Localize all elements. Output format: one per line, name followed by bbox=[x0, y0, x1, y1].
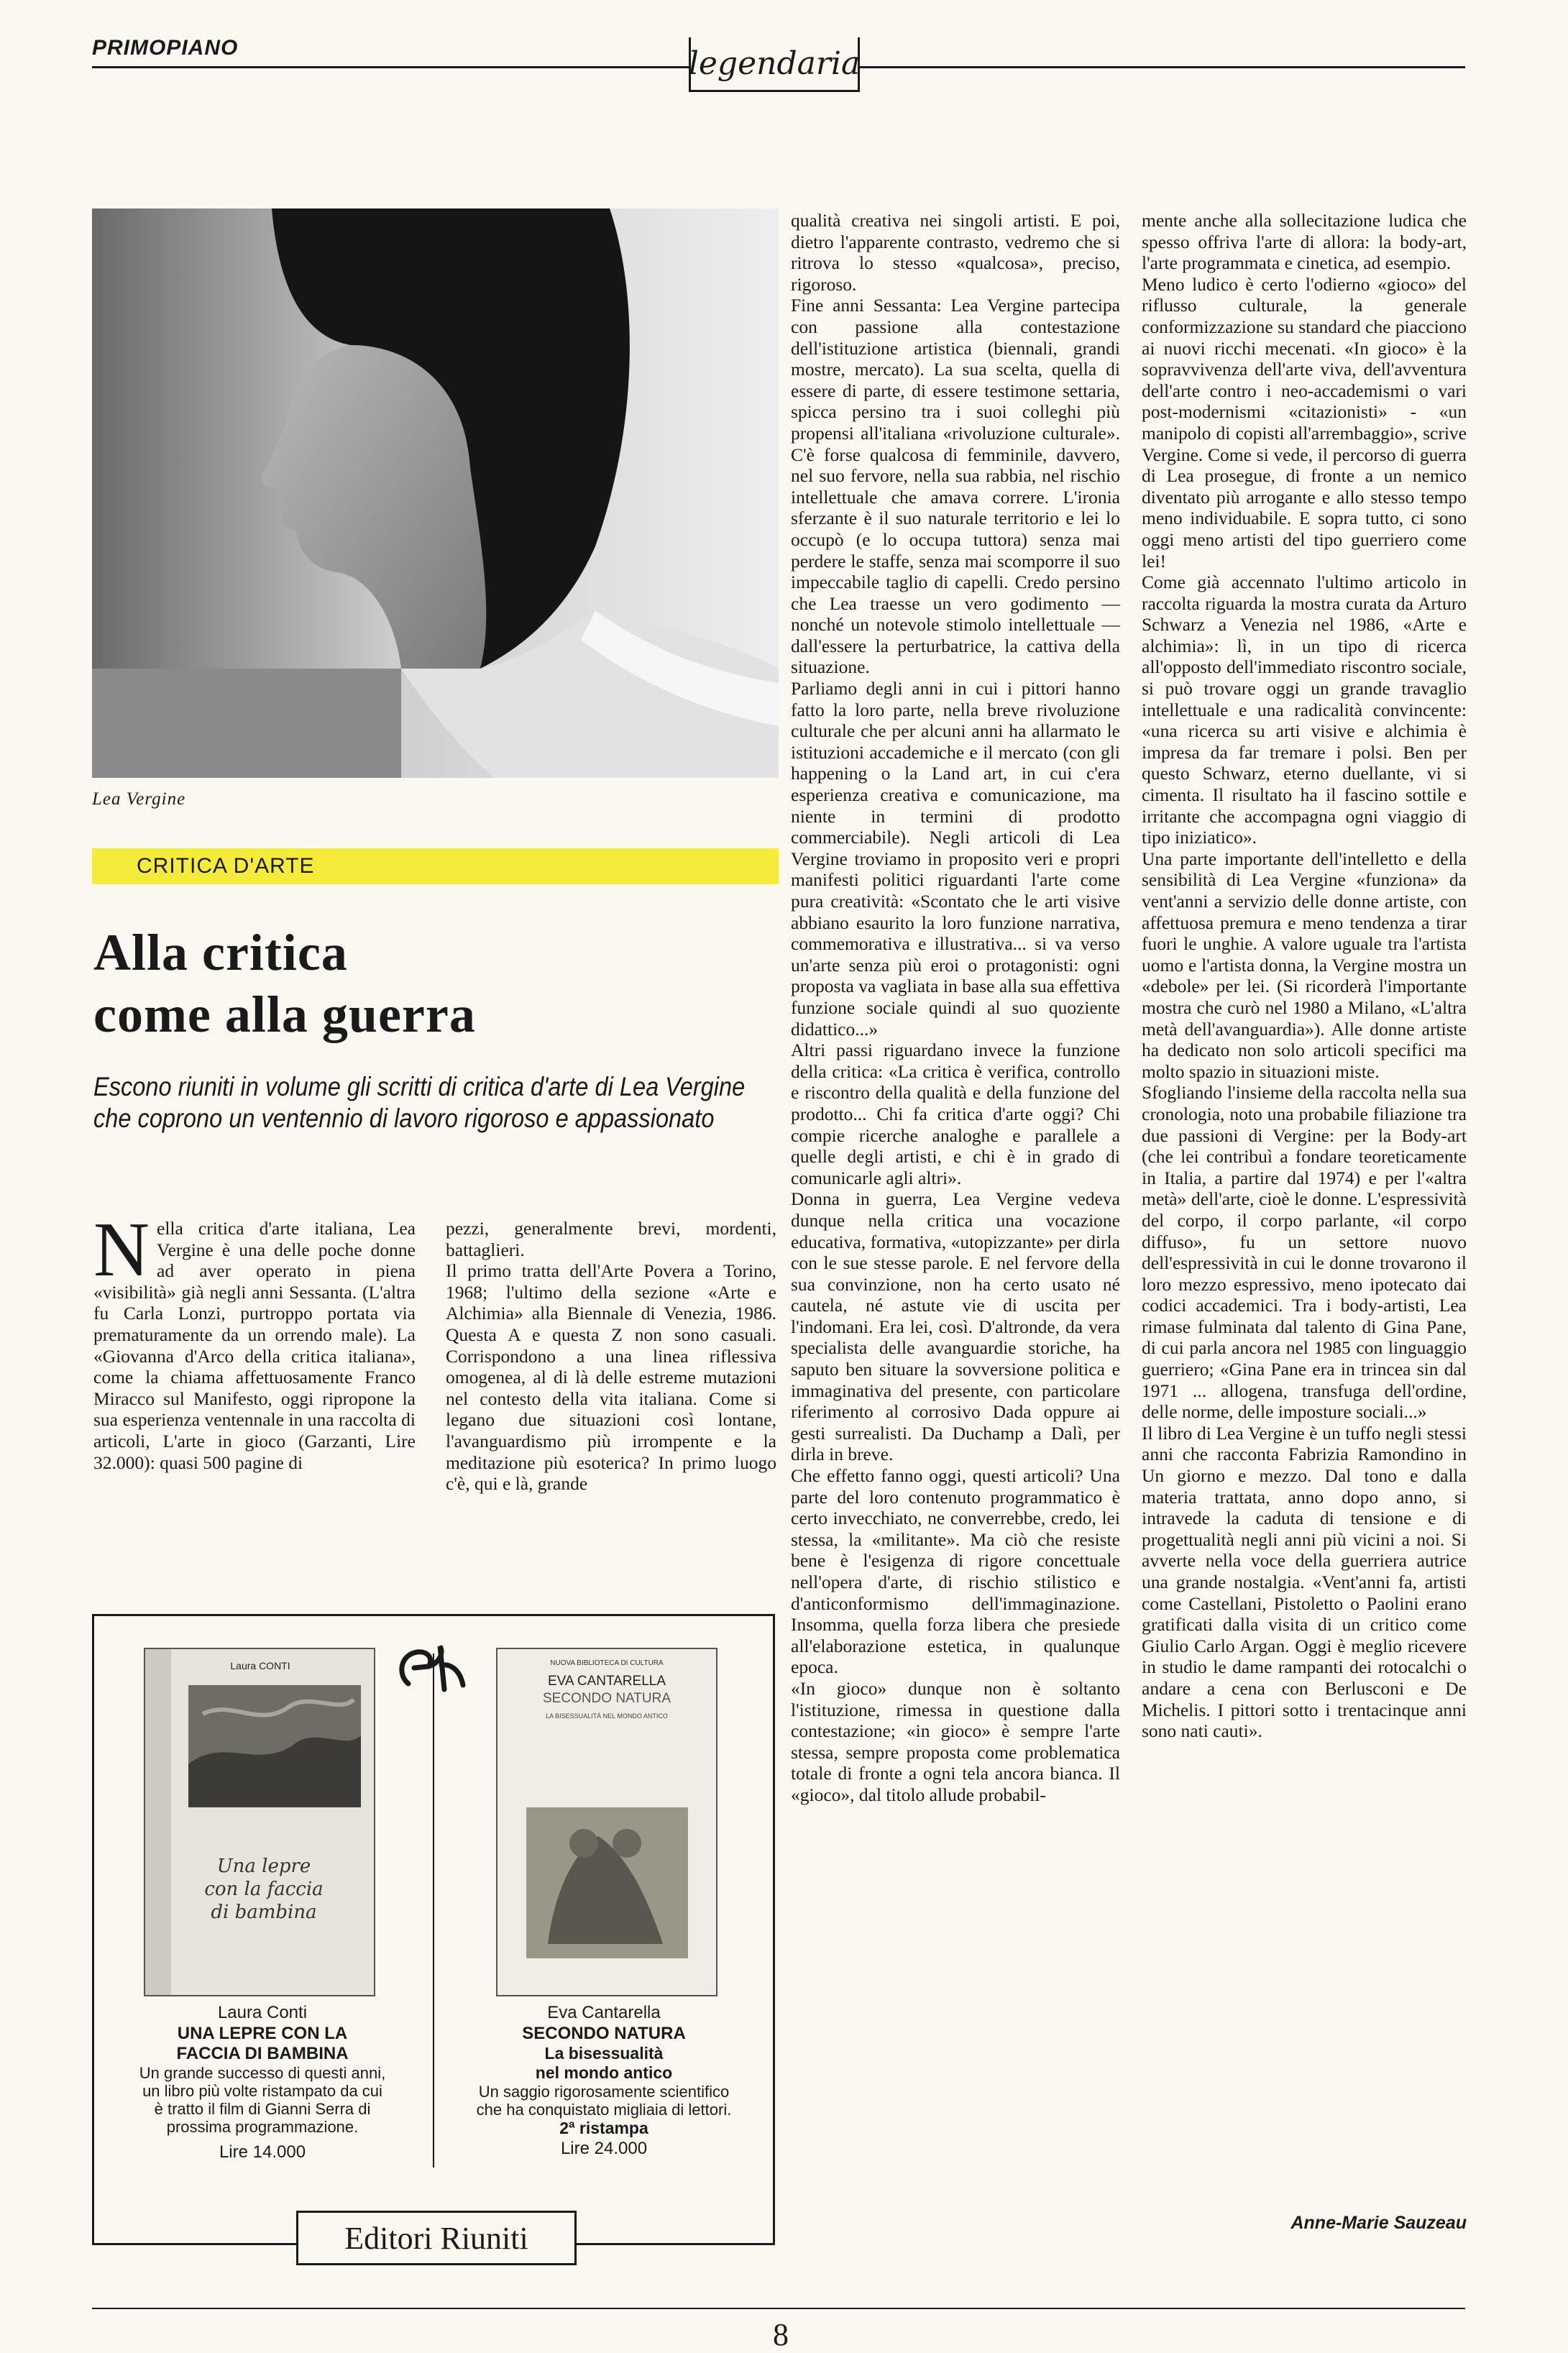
paragraph: Che effetto fanno oggi, questi articoli? Una parte del loro contenuto programmatico è certo invecchiato, ne converrebbe, credo, lei stessa, la «militante». Ma ciò che resiste bene è l'esigenza di rigore concettuale nell'opera d'arte, di rischio stilistico e d'anticonformismo dell'immaginazione. Insomma, quella forza libera che presiede all'elaborazione estetica, in qualunque epoca. bbox=[791, 1465, 1120, 1678]
article-title bbox=[93, 922, 776, 1045]
book-cover-1 bbox=[144, 1648, 375, 1996]
paragraph: Sfogliando l'insieme della raccolta nella sua cronologia, noto una probabile filiazione tra due passioni di Vergine: per la Body-art (che lei contribuì a fondare teoreticamente in Italia, a partire dal 1974) e per l'«altra metà» dell'arte, cioè le donne. L'espressività del corpo, il corpo parlante, «il corpo diffuso», fu un settore nuovo dell'espressività in cui le donne trovarono il loro mezzo espressivo, meno ipotecato dai codici accademici. Tra i body-artisti, Lea rimase fulminata dal talento di Gina Pane, di cui parla ancora nel 1985 con linguaggio guerriero; «Gina Pane era in trincea sin dal 1971 ... allogena, transfuga dell'ordine, delle norme, delle imposture sociali...» bbox=[1142, 1082, 1467, 1423]
section-name: PRIMOPIANO bbox=[92, 36, 239, 60]
body-column-4 bbox=[1142, 210, 1467, 1742]
paragraph: Donna in guerra, Lea Vergine vedeva dunque nella critica una vocazione educativa, formativa, «utopizzante» per dirla con le sue stesse parole. E nel fervore della sua convinzione, non ha certo usato né cautela, né astute vie di uscita per l'indomani. Era lei, così. D'altronde, da vera specialista delle avanguardie storiche, ha saputo ben situare la sovversione politica e immaginativa del presente, con particolare riferimento al corrosivo Dada oppure ai gesti surrealisti. Da Duchamp a Dalì, per dirla in breve. bbox=[791, 1188, 1120, 1465]
book-2-title: SECONDO NATURA bbox=[522, 2024, 686, 2043]
body-column-3 bbox=[791, 210, 1120, 1806]
book-1-author: Laura Conti bbox=[217, 2003, 308, 2022]
footer-rule bbox=[92, 2308, 1465, 2309]
paragraph: ella critica d'arte italiana, Lea Vergine è una delle poche donne ad aver operato in piena «visibilità» già negli anni Sessanta. (L'altra fu Carla Lonzi, purtroppo portata via prematuramente da un orrendo male). La «Giovanna d'Arco della critica italiana», come la chiama affettuosamente Franco Miracco sul Manifesto, oggi ripropone la sua esperienza ventennale in una raccolta di articoli, L'arte in gioco (Garzanti, Lire 32.000): quasi 500 pagine di bbox=[93, 1218, 416, 1473]
paragraph: Come già accennato l'ultimo articolo in raccolta riguarda la mostra curata da Arturo Schwarz a Venezia nel 1986, «Arte e alchimia»: lì, in un tipo di ricerca all'opposto dell'immediato riscontro sociale, si può trovare oggi un grande travaglio intellettuale e una radicalità convincente: «una ricerca su arti visive e alchimia è impresa da far tremare i polsi. Ben per questo Schwarz, eterno duellante, vi si cimenta. Il risultato ha il fascino sottile e irritante che accompagna ogni viaggio di tipo iniziatico». bbox=[1142, 572, 1467, 848]
cover-2-title: SECONDO NATURA bbox=[542, 1691, 671, 1706]
title-line-1: Alla critica bbox=[93, 924, 348, 981]
cover-1-author: Laura CONTI bbox=[230, 1660, 290, 1671]
paragraph: pezzi, generalmente brevi, mordenti, battaglieri. bbox=[446, 1218, 776, 1260]
book-1-details bbox=[137, 2002, 388, 2163]
paragraph: Il libro di Lea Vergine è un tuffo negli stessi anni che racconta Fabrizia Ramondino in Un giorno e mezzo. Dal tono e dalla materia trattata, anno dopo anno, si intravede la caduta di tensione e di progettualità negli anni più vicini a noi. Si avverte nella voce della guerriera autrice una grande nostalgia. «Vent'anni fa, artisti come Castellani, Pistoletto o Paolini erano gratificati dalla visita di un critico come Giulio Carlo Argan. Oggi è meglio ricevere in studio le dame rampanti dei rotocalchi o andare a cena con Berlusconi e De Michelis. I pittori sotto i trentacinque anni sono nati cauti». bbox=[1142, 1422, 1467, 1742]
publisher-name: Editori Riuniti bbox=[296, 2211, 577, 2265]
paragraph: «In gioco» dunque non è soltanto l'istituzione, rimessa in questione dalla contestazione; «in gioco» è sempre l'arte stessa, sempre proposta come problematica totale di fronte a ogni tela ancora bianca. Il «gioco», dal titolo allude probabil- bbox=[791, 1677, 1120, 1805]
book-2-subtitle-line-1: La bisessualità bbox=[544, 2044, 664, 2063]
title-line-2: come alla guerra bbox=[93, 986, 476, 1043]
paragraph: Fine anni Sessanta: Lea Vergine partecipa con passione alla contestazione dell'istituzione artistica (biennali, grandi mostre, mercato). La sua scelta, quella di essere di parte, di essere testimone settaria, spicca persino tra i suoi colleghi più propensi all'italiana «rivoluzione culturale». C'è forse qualcosa di femminile, davvero, nel suo fervore, nella sua rabbia, nel rischio intellettuale che amava correre. L'ironia sferzante è il suo naturale territorio e lei lo occupò (e lo occupa tuttora) senza mai perdere le staffe, senza mai scomporre il suo impeccabile taglio di capelli. Credo persino che Lea traesse un vero godimento — nonché un notevole stimolo intellettuale — dall'essere la perturbatrice, la cattiva della situazione. bbox=[791, 295, 1120, 678]
book-2-description: Un saggio rigorosamente scientifico che ha conquistato migliaia di lettori. bbox=[476, 2083, 732, 2119]
book-2-edition: 2ª ristampa bbox=[559, 2119, 648, 2137]
ad-divider bbox=[433, 1653, 434, 2168]
paragraph: Parliamo degli anni in cui i pittori hanno fatto la loro parte, nella breve rivoluzione culturale che per alcuni anni ha allarmato le istituzioni accademiche e il mercato (con gli happening o la Land art, in cui c'era esperienza creativa e comunicazione, ma niente in termini di prodotto commerciabile). Negli articoli di Lea Vergine troviamo in proposito veri e propri manifesti politici riguardanti l'arte come pura creatività: «Scontato che le arti visive abbiano esaurito la loro funzione narrativa, commemorativa e illustrativa... si va verso un'arte senza più eroi o protagonisti: ogni proposta va vagliata in base alla sua effettiva funzione sociale quindi al suo quoziente didattico...» bbox=[791, 678, 1120, 1040]
book-2-details bbox=[474, 2002, 733, 2160]
paragraph: mente anche alla sollecitazione ludica che spesso offriva l'arte di allora: la body-art, l'arte programmata e cinetica, ad esempio. bbox=[1142, 210, 1467, 274]
book-1-price: Lire 14.000 bbox=[219, 2142, 306, 2162]
magazine-logo: legendaria bbox=[689, 37, 860, 92]
category-label: CRITICA D'ARTE bbox=[92, 848, 779, 884]
paragraph: qualità creativa nei singoli artisti. E poi, dietro l'apparente contrasto, vedremo che si ritrova lo stesso «qualcosa», preciso, rigoroso. bbox=[791, 210, 1120, 295]
author-signature: Anne-Marie Sauzeau bbox=[1290, 2213, 1467, 2233]
drop-cap: N bbox=[93, 1207, 150, 1293]
cover-2-series: NUOVA BIBLIOTECA DI CULTURA bbox=[550, 1659, 664, 1667]
book-1-title-line-1: UNA LEPRE CON LA bbox=[177, 2024, 348, 2043]
body-column-1 bbox=[93, 1207, 416, 1473]
page-number: 8 bbox=[773, 2317, 789, 2352]
publisher-monogram-icon bbox=[394, 1639, 473, 1697]
article-standfirst: Escono riuniti in volume gli scritti di critica d'arte di Lea Vergine che coprono un ventennio di lavoro rigoroso e appassionato bbox=[93, 1072, 746, 1133]
cover-1-title: Una lepre con la faccia di bambina bbox=[204, 1856, 324, 1923]
photo-caption: Lea Vergine bbox=[92, 789, 186, 809]
paragraph: Una parte importante dell'intelletto e della sensibilità di Lea Vergine «funziona» da vent'anni a servizio delle donne artiste, con affettuosa premura e meno tendenza a tirar fuori le unghie. A valore uguale tra l'artista uomo e l'artista donna, la Vergine mostra un «debole» per lei. (Si ricorderà l'importante mostra che curò nel 1980 a Milano, «L'altra metà dell'avanguardia»). Alle donne artiste ha dedicato non solo articoli specifici ma molto spazio in situazioni miste. bbox=[1142, 848, 1467, 1082]
book-1-title-line-2: FACCIA DI BAMBINA bbox=[176, 2044, 349, 2063]
book-cover-2 bbox=[496, 1648, 717, 1996]
cover-2-author: EVA CANTARELLA bbox=[547, 1674, 666, 1689]
book-2-price: Lire 24.000 bbox=[560, 2139, 648, 2158]
cover-2-subtitle: LA BISESSUALITÀ NEL MONDO ANTICO bbox=[546, 1712, 668, 1720]
paragraph: Meno ludico è certo l'odierno «gioco» del riflusso culturale, la generale conformizzazione su standard che piacciono ai nuovi ricchi mecenati. «In gioco» è la sopravvivenza dell'arte viva, dell'avventura dell'arte contro i neo-accademismi o vari post-modernismi «citazionisti» - «un manipolo di copisti all'arrembaggio», scrive Vergine. Come si vede, il percorso di guerra di Lea prosegue, di fronte a un nemico diventato più arrogante e allo stesso tempo meno individuabile. E sopra tutto, ci sono oggi meno artisti del tipo guerriero come lei! bbox=[1142, 273, 1467, 572]
body-column-2 bbox=[446, 1218, 776, 1495]
portrait-photo bbox=[92, 208, 779, 778]
paragraph: Altri passi riguardano invece la funzione della critica: «La critica è verifica, controllo e riscontro della qualità e della funzione del prodotto... Chi fa critica d'arte oggi? Chi compie ricerche analoghe e parallele a quelle degli artisti, e chi è in grado di comunicarle agli altri». bbox=[791, 1040, 1120, 1188]
book-1-description: Un grande successo di questi anni, un libro più volte ristampato da cui è tratto il film di Gianni Serra di prossima programmazione. bbox=[139, 2064, 386, 2136]
book-cover-1-art bbox=[145, 1649, 374, 1995]
book-cover-2-art bbox=[498, 1649, 716, 1995]
book-2-subtitle-line-2: nel mondo antico bbox=[535, 2063, 673, 2082]
paragraph: Il primo tratta dell'Arte Povera a Torino, 1968; l'ultimo della sezione «Arte e Alchimia» alla Biennale di Venezia, 1986. Questa A e questa Z non sono casuali. Corrispondono a una linea riflessiva omogenea, al di là delle estreme mutazioni nel contesto della vita italiana. Come si legano due situazioni così lontane, l'avanguardismo più irrompente e la meditazione più esoterica? In primo luogo c'è, qui e là, grande bbox=[446, 1260, 776, 1495]
portrait-illustration bbox=[92, 208, 779, 778]
book-2-author: Eva Cantarella bbox=[547, 2003, 661, 2022]
